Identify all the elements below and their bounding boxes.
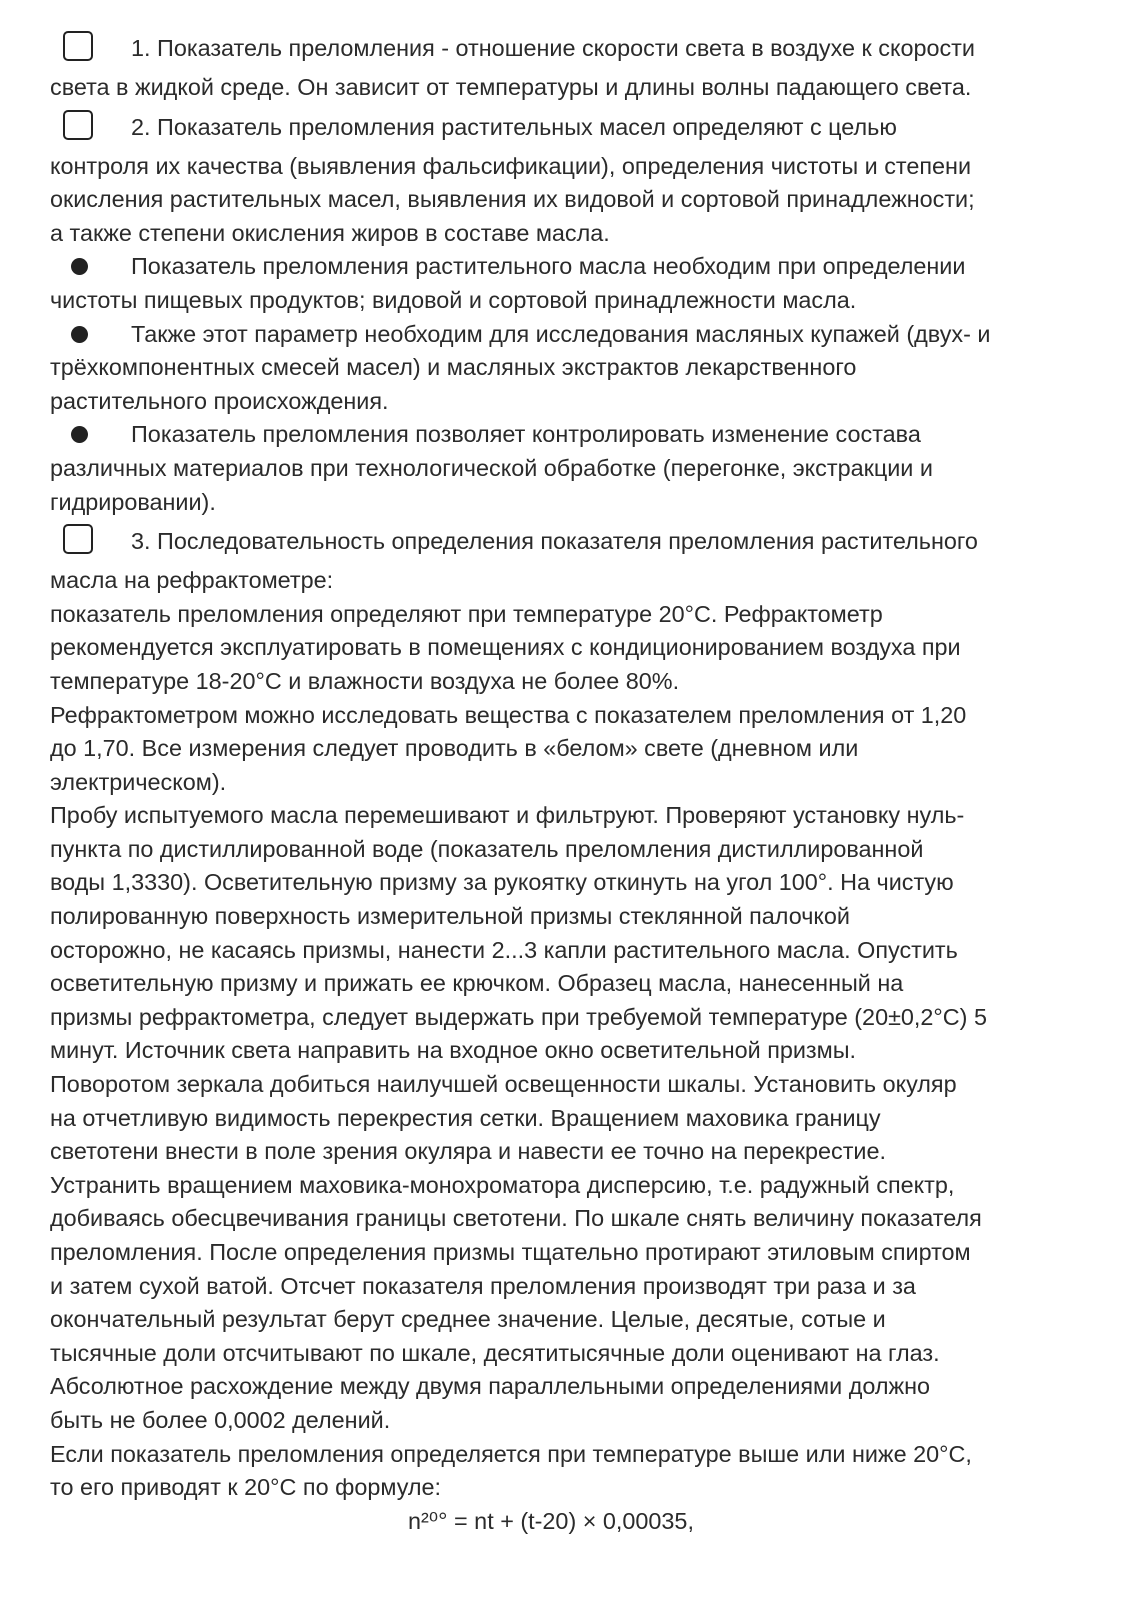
bullet-dot-icon bbox=[71, 326, 88, 343]
text-line: полированную поверхность измерительной призмы стеклянной палочкой bbox=[50, 903, 850, 930]
bullet-dot-icon bbox=[71, 426, 88, 443]
text-line: рекомендуется эксплуатировать в помещениях с кондиционированием воздуха при bbox=[50, 634, 961, 661]
text-line: светотени внести в поле зрения окуляра и навести ее точно на перекрестие. bbox=[50, 1138, 887, 1165]
text-line: электрическом). bbox=[50, 768, 227, 795]
document-page bbox=[50, 26, 1080, 1538]
text-line: растительного происхождения. bbox=[50, 387, 389, 414]
text-line: тысячные доли отсчитывают по шкале, десятитысячные доли оценивают на глаз. bbox=[50, 1339, 940, 1366]
text-line: Поворотом зеркала добиться наилучшей освещенности шкалы. Установить окуляр bbox=[50, 1071, 957, 1098]
text-line: призмы рефрактометра, следует выдержать при требуемой температуре (20±0,2°С) 5 bbox=[50, 1003, 987, 1030]
text-line: осторожно, не касаясь призмы, нанести 2...3 капли растительного масла. Опустить bbox=[50, 936, 958, 963]
item-1-first-line: 1. Показатель преломления - отношение скорости света в воздухе к скорости bbox=[131, 35, 975, 61]
text-line: минут. Источник света направить на входное окно осветительной призмы. bbox=[50, 1037, 857, 1064]
text-line: осветительную призму и прижать ее крючком. Образец масла, нанесенный на bbox=[50, 970, 904, 997]
bullet-2-first-line: Также этот параметр необходим для исследования масляных купажей (двух- и bbox=[131, 320, 991, 347]
item-2-first-line: 2. Показатель преломления растительных масел определяют с целью bbox=[131, 113, 897, 140]
bullet-dot-icon bbox=[71, 258, 88, 275]
item-3-first-line: 3. Последовательность определения показателя преломления растительного bbox=[131, 528, 978, 555]
refraction-formula: n²⁰° = nt + (t-20) × 0,00035, bbox=[408, 1507, 694, 1534]
item-1-checkbox[interactable] bbox=[63, 31, 93, 61]
text-line: преломления. После определения призмы тщательно протирают этиловым спиртом bbox=[50, 1239, 971, 1265]
text-line: окончательный результат берут среднее значение. Целые, десятые, сотые и bbox=[50, 1306, 886, 1333]
text-line: окисления растительных масел, выявления их видовой и сортовой принадлежности; bbox=[50, 186, 975, 213]
bullet-3-first-line: Показатель преломления позволяет контролировать изменение состава bbox=[131, 421, 921, 448]
bullet-1-first-line: Показатель преломления растительного масла необходим при определении bbox=[131, 253, 966, 280]
text-line: Абсолютное расхождение между двумя параллельными определениями должно bbox=[50, 1373, 931, 1400]
text-line: быть не более 0,0002 делений. bbox=[50, 1406, 391, 1433]
text-line: Рефрактометром можно исследовать вещества с показателем преломления от 1,20 bbox=[50, 701, 967, 728]
item-2-heading bbox=[50, 105, 1080, 150]
text-line: чистоты пищевых продуктов; видовой и сортовой принадлежности масла. bbox=[50, 286, 857, 313]
text-line: Устранить вращением маховика-монохроматора дисперсию, т.е. радужный спектр, bbox=[50, 1171, 955, 1198]
text-line: различных материалов при технологической обработке (перегонке, экстракции и bbox=[50, 454, 933, 481]
text-line: и затем сухой ватой. Отсчет показателя преломления производят три раза и за bbox=[50, 1272, 916, 1299]
text-line: пункта по дистиллированной воде (показатель преломления дистиллированной bbox=[50, 835, 924, 862]
text-line: контроля их качества (выявления фальсификации), определения чистоты и степени bbox=[50, 152, 972, 179]
bullet-item-2 bbox=[50, 318, 1080, 352]
text-line: воды 1,3330). Осветительную призму за рукоятку откинуть на угол 100°. На чистую bbox=[50, 869, 954, 896]
text-line: показатель преломления определяют при температуре 20°С. Рефрактометр bbox=[50, 600, 883, 627]
item-2-checkbox[interactable] bbox=[63, 110, 93, 140]
item-3-checkbox[interactable] bbox=[63, 524, 93, 554]
bullet-item-1 bbox=[50, 250, 1080, 284]
text-line: Если показатель преломления определяется при температуре выше или ниже 20°С, bbox=[50, 1440, 972, 1467]
text-line: на отчетливую видимость перекрестия сетки. Вращением маховика границу bbox=[50, 1104, 881, 1131]
text-line: Пробу испытуемого масла перемешивают и фильтруют. Проверяют установку нуль- bbox=[50, 802, 965, 829]
text-line: а также степени окисления жиров в составе масла. bbox=[50, 219, 610, 246]
text-line: гидрировании). bbox=[50, 488, 216, 515]
text-line: масла на рефрактометре: bbox=[50, 567, 334, 594]
text-line: добиваясь обесцвечивания границы светотени. По шкале снять величину показателя bbox=[50, 1205, 982, 1232]
bullet-item-3 bbox=[50, 418, 1080, 452]
text-line: до 1,70. Все измерения следует проводить в «белом» свете (дневном или bbox=[50, 735, 859, 762]
item-1-heading bbox=[50, 26, 1080, 71]
text-line: то его приводят к 20°С по формуле: bbox=[50, 1474, 442, 1501]
text-line: трёхкомпонентных смесей масел) и масляных экстрактов лекарственного bbox=[50, 354, 857, 381]
text-line: света в жидкой среде. Он зависит от температуры и длины волны падающего света. bbox=[50, 74, 972, 100]
item-3-heading bbox=[50, 519, 1080, 564]
text-line: температуре 18-20°С и влажности воздуха не более 80%. bbox=[50, 667, 680, 694]
